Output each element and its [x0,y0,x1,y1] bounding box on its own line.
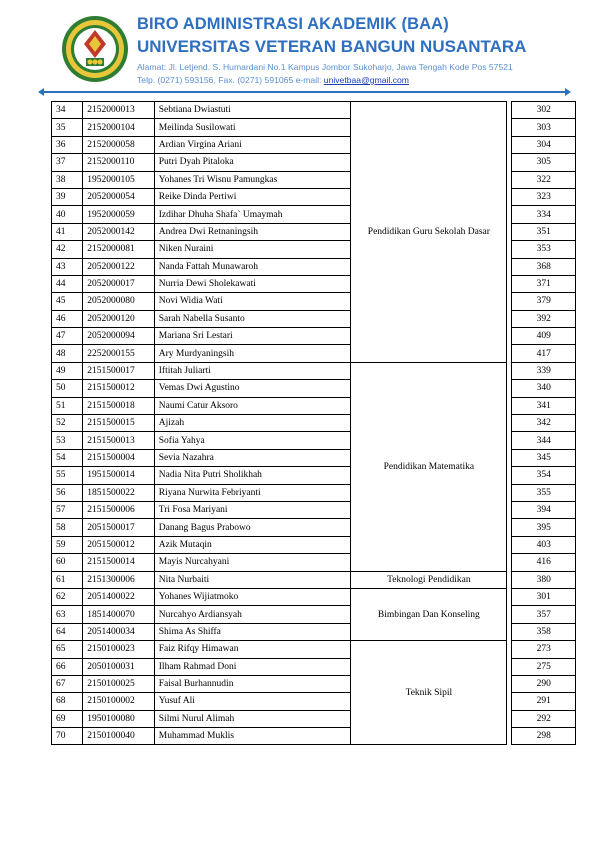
score-cell: 357 [512,606,576,623]
address-line: Alamat: Jl. Letjend. S. Humardani No.1 Kampus Jombor Sukoharjo, Jawa Tengah Kode Pos 57521 [137,62,513,72]
score-cell: 358 [512,623,576,640]
row-number-cell: 46 [52,310,83,327]
student-id-cell: 2052000120 [83,310,155,327]
row-number-cell: 35 [52,119,83,136]
email-link[interactable]: univetbaa@gmail.com [323,75,409,85]
row-number-cell: 68 [52,693,83,710]
student-name-cell: Riyana Nurwita Febriyanti [154,484,351,501]
row-number-cell: 52 [52,415,83,432]
row-number-cell: 70 [52,728,83,745]
row-number-cell: 44 [52,275,83,292]
student-id-cell: 2151300006 [83,571,155,588]
student-name-cell: Vemas Dwi Agustino [154,380,351,397]
contact-phone-fax: Telp. (0271) 593156, Fax. (0271) 591065 e-mail: [137,75,324,85]
student-id-cell: 2151500004 [83,449,155,466]
row-number-cell: 47 [52,328,83,345]
student-name-cell: Faisal Burhannudin [154,675,351,692]
table-row [52,588,576,605]
row-number-cell: 34 [52,102,83,119]
row-number-cell: 56 [52,484,83,501]
row-number-cell: 59 [52,536,83,553]
score-cell: 323 [512,188,576,205]
row-number-cell: 39 [52,188,83,205]
score-cell: 303 [512,119,576,136]
contact-line [137,75,409,85]
student-name-cell: Nurcahyo Ardiansyah [154,606,351,623]
row-number-cell: 64 [52,623,83,640]
student-name-cell: Reike Dinda Pertiwi [154,188,351,205]
university-seal-logo [60,14,130,84]
student-id-cell: 2151500012 [83,380,155,397]
row-number-cell: 40 [52,206,83,223]
study-program-cell: Pendidikan Matematika [351,362,507,571]
study-program-cell: Teknik Sipil [351,641,507,745]
student-name-cell: Ardian Virgina Ariani [154,136,351,153]
student-id-cell: 2151500018 [83,397,155,414]
student-name-cell: Nanda Fattah Munawaroh [154,258,351,275]
row-number-cell: 53 [52,432,83,449]
row-number-cell: 55 [52,467,83,484]
study-program-cell: Pendidikan Guru Sekolah Dasar [351,102,507,363]
score-cell: 395 [512,519,576,536]
score-cell: 291 [512,693,576,710]
student-name-cell: Nita Nurbaiti [154,571,351,588]
row-number-cell: 65 [52,641,83,658]
student-name-cell: Sevia Nazahra [154,449,351,466]
student-name-cell: Faiz Rifqy Himawan [154,641,351,658]
student-id-cell: 2152000013 [83,102,155,119]
row-number-cell: 69 [52,710,83,727]
row-number-cell: 37 [52,154,83,171]
table-row [52,641,576,658]
score-cell: 342 [512,415,576,432]
student-id-cell: 2051500017 [83,519,155,536]
student-id-cell: 2152000058 [83,136,155,153]
row-number-cell: 42 [52,241,83,258]
student-name-cell: Naumi Catur Aksoro [154,397,351,414]
student-name-cell: Ilham Rahmad Doni [154,658,351,675]
student-name-cell: Ary Murdyaningsih [154,345,351,362]
student-id-cell: 2152000081 [83,241,155,258]
student-name-cell: Azik Mutaqin [154,536,351,553]
student-id-cell: 2052000054 [83,188,155,205]
row-number-cell: 63 [52,606,83,623]
student-name-cell: Yusuf Ali [154,693,351,710]
student-id-cell: 2051400034 [83,623,155,640]
score-cell: 339 [512,362,576,379]
student-name-cell: Meilinda Susilowati [154,119,351,136]
study-program-cell: Teknologi Pendidikan [351,571,507,588]
score-cell: 292 [512,710,576,727]
student-id-cell: 2051400022 [83,588,155,605]
score-cell: 351 [512,223,576,240]
row-number-cell: 48 [52,345,83,362]
table-row [52,102,576,119]
score-cell: 301 [512,588,576,605]
student-name-cell: Mayis Nurcahyani [154,554,351,571]
student-id-cell: 1950100080 [83,710,155,727]
student-id-cell: 2151500015 [83,415,155,432]
student-id-cell: 1952000059 [83,206,155,223]
row-number-cell: 49 [52,362,83,379]
score-cell: 379 [512,293,576,310]
student-id-cell: 1951500014 [83,467,155,484]
office-title: BIRO ADMINISTRASI AKADEMIK (BAA) [137,15,449,33]
student-name-cell: Mariana Sri Lestari [154,328,351,345]
student-name-cell: Sarah Nabella Susanto [154,310,351,327]
score-cell: 322 [512,171,576,188]
student-id-cell: 2150100002 [83,693,155,710]
score-cell: 290 [512,675,576,692]
student-name-cell: Silmi Nurul Alimah [154,710,351,727]
row-number-cell: 67 [52,675,83,692]
student-score-table [51,101,576,745]
score-cell: 305 [512,154,576,171]
student-id-cell: 2150100025 [83,675,155,692]
row-number-cell: 51 [52,397,83,414]
score-cell: 304 [512,136,576,153]
student-name-cell: Danang Bagus Prabowo [154,519,351,536]
letterhead [0,0,595,100]
student-id-cell: 2052000122 [83,258,155,275]
row-number-cell: 54 [52,449,83,466]
score-cell: 334 [512,206,576,223]
student-id-cell: 2152000104 [83,119,155,136]
row-number-cell: 60 [52,554,83,571]
student-name-cell: Yohanes Wijiatmoko [154,588,351,605]
row-number-cell: 45 [52,293,83,310]
score-cell: 417 [512,345,576,362]
score-cell: 341 [512,397,576,414]
score-cell: 353 [512,241,576,258]
student-name-cell: Novi Widia Wati [154,293,351,310]
score-cell: 340 [512,380,576,397]
student-name-cell: Sebtiana Dwiastuti [154,102,351,119]
university-name: UNIVERSITAS VETERAN BANGUN NUSANTARA [137,37,527,56]
student-name-cell: Nurria Dewi Sholekawati [154,275,351,292]
student-id-cell: 2152000110 [83,154,155,171]
row-number-cell: 41 [52,223,83,240]
row-number-cell: 38 [52,171,83,188]
student-id-cell: 2052000080 [83,293,155,310]
student-id-cell: 2050100031 [83,658,155,675]
student-name-cell: Niken Nuraini [154,241,351,258]
student-id-cell: 2150100040 [83,728,155,745]
student-id-cell: 2052000094 [83,328,155,345]
study-program-cell: Bimbingan Dan Konseling [351,588,507,640]
student-name-cell: Sofia Yahya [154,432,351,449]
student-name-cell: Izdihar Dhuha Shafa` Umaymah [154,206,351,223]
row-number-cell: 58 [52,519,83,536]
row-number-cell: 43 [52,258,83,275]
student-name-cell: Nadia Nita Putri Sholikhah [154,467,351,484]
student-id-cell: 2151500013 [83,432,155,449]
header-divider [44,91,565,93]
score-cell: 371 [512,275,576,292]
row-number-cell: 36 [52,136,83,153]
student-id-cell: 1851400070 [83,606,155,623]
student-id-cell: 1851500022 [83,484,155,501]
score-cell: 380 [512,571,576,588]
score-cell: 368 [512,258,576,275]
row-number-cell: 66 [52,658,83,675]
score-cell: 344 [512,432,576,449]
score-cell: 403 [512,536,576,553]
student-id-cell: 2151500006 [83,501,155,518]
table-row [52,571,576,588]
student-id-cell: 2252000155 [83,345,155,362]
student-id-cell: 2052000142 [83,223,155,240]
score-cell: 355 [512,484,576,501]
student-id-cell: 2151500017 [83,362,155,379]
student-name-cell: Yohanes Tri Wisnu Pamungkas [154,171,351,188]
student-name-cell: Putri Dyah Pitaloka [154,154,351,171]
student-id-cell: 2151500014 [83,554,155,571]
score-cell: 345 [512,449,576,466]
table-row [52,362,576,379]
score-cell: 409 [512,328,576,345]
student-id-cell: 2150100023 [83,641,155,658]
score-cell: 298 [512,728,576,745]
student-name-cell: Tri Fosa Mariyani [154,501,351,518]
score-cell: 394 [512,501,576,518]
row-number-cell: 50 [52,380,83,397]
student-id-cell: 1952000105 [83,171,155,188]
student-id-cell: 2051500012 [83,536,155,553]
score-cell: 354 [512,467,576,484]
row-number-cell: 57 [52,501,83,518]
score-cell: 302 [512,102,576,119]
score-cell: 392 [512,310,576,327]
student-name-cell: Andrea Dwi Retnaningsih [154,223,351,240]
row-number-cell: 61 [52,571,83,588]
student-name-cell: Ajizah [154,415,351,432]
row-number-cell: 62 [52,588,83,605]
student-name-cell: Muhammad Muklis [154,728,351,745]
student-id-cell: 2052000017 [83,275,155,292]
student-name-cell: Shima As Shiffa [154,623,351,640]
score-cell: 273 [512,641,576,658]
student-name-cell: Iftitah Juliarti [154,362,351,379]
score-cell: 275 [512,658,576,675]
score-cell: 416 [512,554,576,571]
